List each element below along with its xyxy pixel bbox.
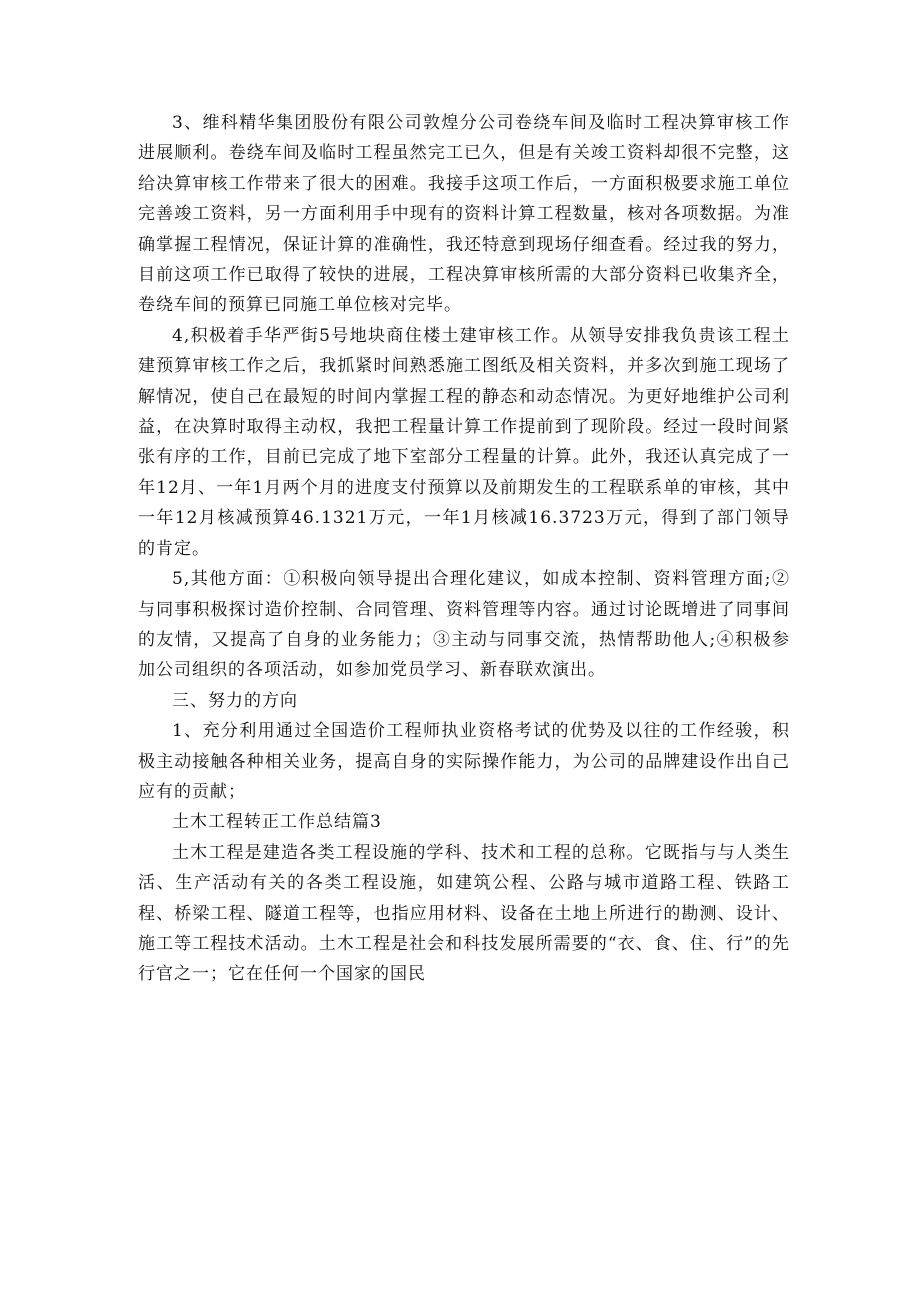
paragraph-item-5: 5,其他方面：①积极向领导提出合理化建议，如成本控制、资料管理方面;②与同事积极探讨造价控制、合同管理、资料管理等内容。通过讨论既增进了同事间的友情，又提高了自身的业务能力；③主动与同事交流，热情帮助他人;④积极参加公司组织的各项活动，如参加党员学习、新春联欢演出。 [138, 569, 790, 681]
article-title: 土木工程转正工作总结篇3 [172, 812, 382, 833]
paragraph-item-3: 3、维科精华集团股份有限公司敦煌分公司卷绕车间及临时工程决算审核工作进展顺利。卷绕车间及临时工程虽然完工已久，但是有关竣工资料却很不完整，这给决算审核工作带来了很大的困难。我接手这项工作后，一方面积极要求施工单位完善竣工资料，另一方面利用手中现有的资料计算工程数量，核对各项数据。为准确掌握工程情况，保证计算的准确性，我还特意到现场仔细查看。经过我的努力，目前这项工作已取得了较快的进展，工程决算审核所需的大部分资料已收集齐全，卷绕车间的预算已同施工单位核对完毕。 [138, 113, 790, 316]
paragraph-intro: 土木工程是建造各类工程设施的学科、技术和工程的总称。它既指与与人类生活、生产活动有关的各类工程设施，如建筑公程、公路与城市道路工程、铁路工程、桥梁工程、隧道工程等，也指应用材料、设备在土地上所进行的勘测、设计、施工等工程技术活动。土木工程是社会和科技发展所需要的“衣、食、住、行”的先行官之一；它在任何一个国家的国民 [138, 842, 790, 985]
document-page [138, 108, 790, 990]
section-heading-direction: 三、努力的方向 [172, 690, 298, 711]
paragraph-item-4: 4,积极着手华严街5号地块商住楼土建审核工作。从领导安排我负贵该工程土建预算审核工作之后，我抓紧时间熟悉施工图纸及相关资料，并多次到施工现场了解情况，使自己在最短的时间内掌握工程的静态和动态情况。为更好地维护公司利益，在决算时取得主动权，我把工程量计算工作提前到了现阶段。经过一段时间紧张有序的工作，目前已完成了地下室部分工程量的计算。此外，我还认真完成了一年12月、一年1月两个月的进度支付预算以及前期发生的工程联系单的审核，其中一年12月核减预算46.1321万元，一年1月核减16.3723万元，得到了部门领导的肯定。 [138, 325, 790, 559]
paragraph-direction-1: 1、充分利用通过全国造价工程师执业资格考试的优势及以往的工作经骏，积极主动接触各种相关业务，提高自身的实际操作能力，为公司的品牌建设作出自己应有的贡献； [138, 721, 790, 802]
